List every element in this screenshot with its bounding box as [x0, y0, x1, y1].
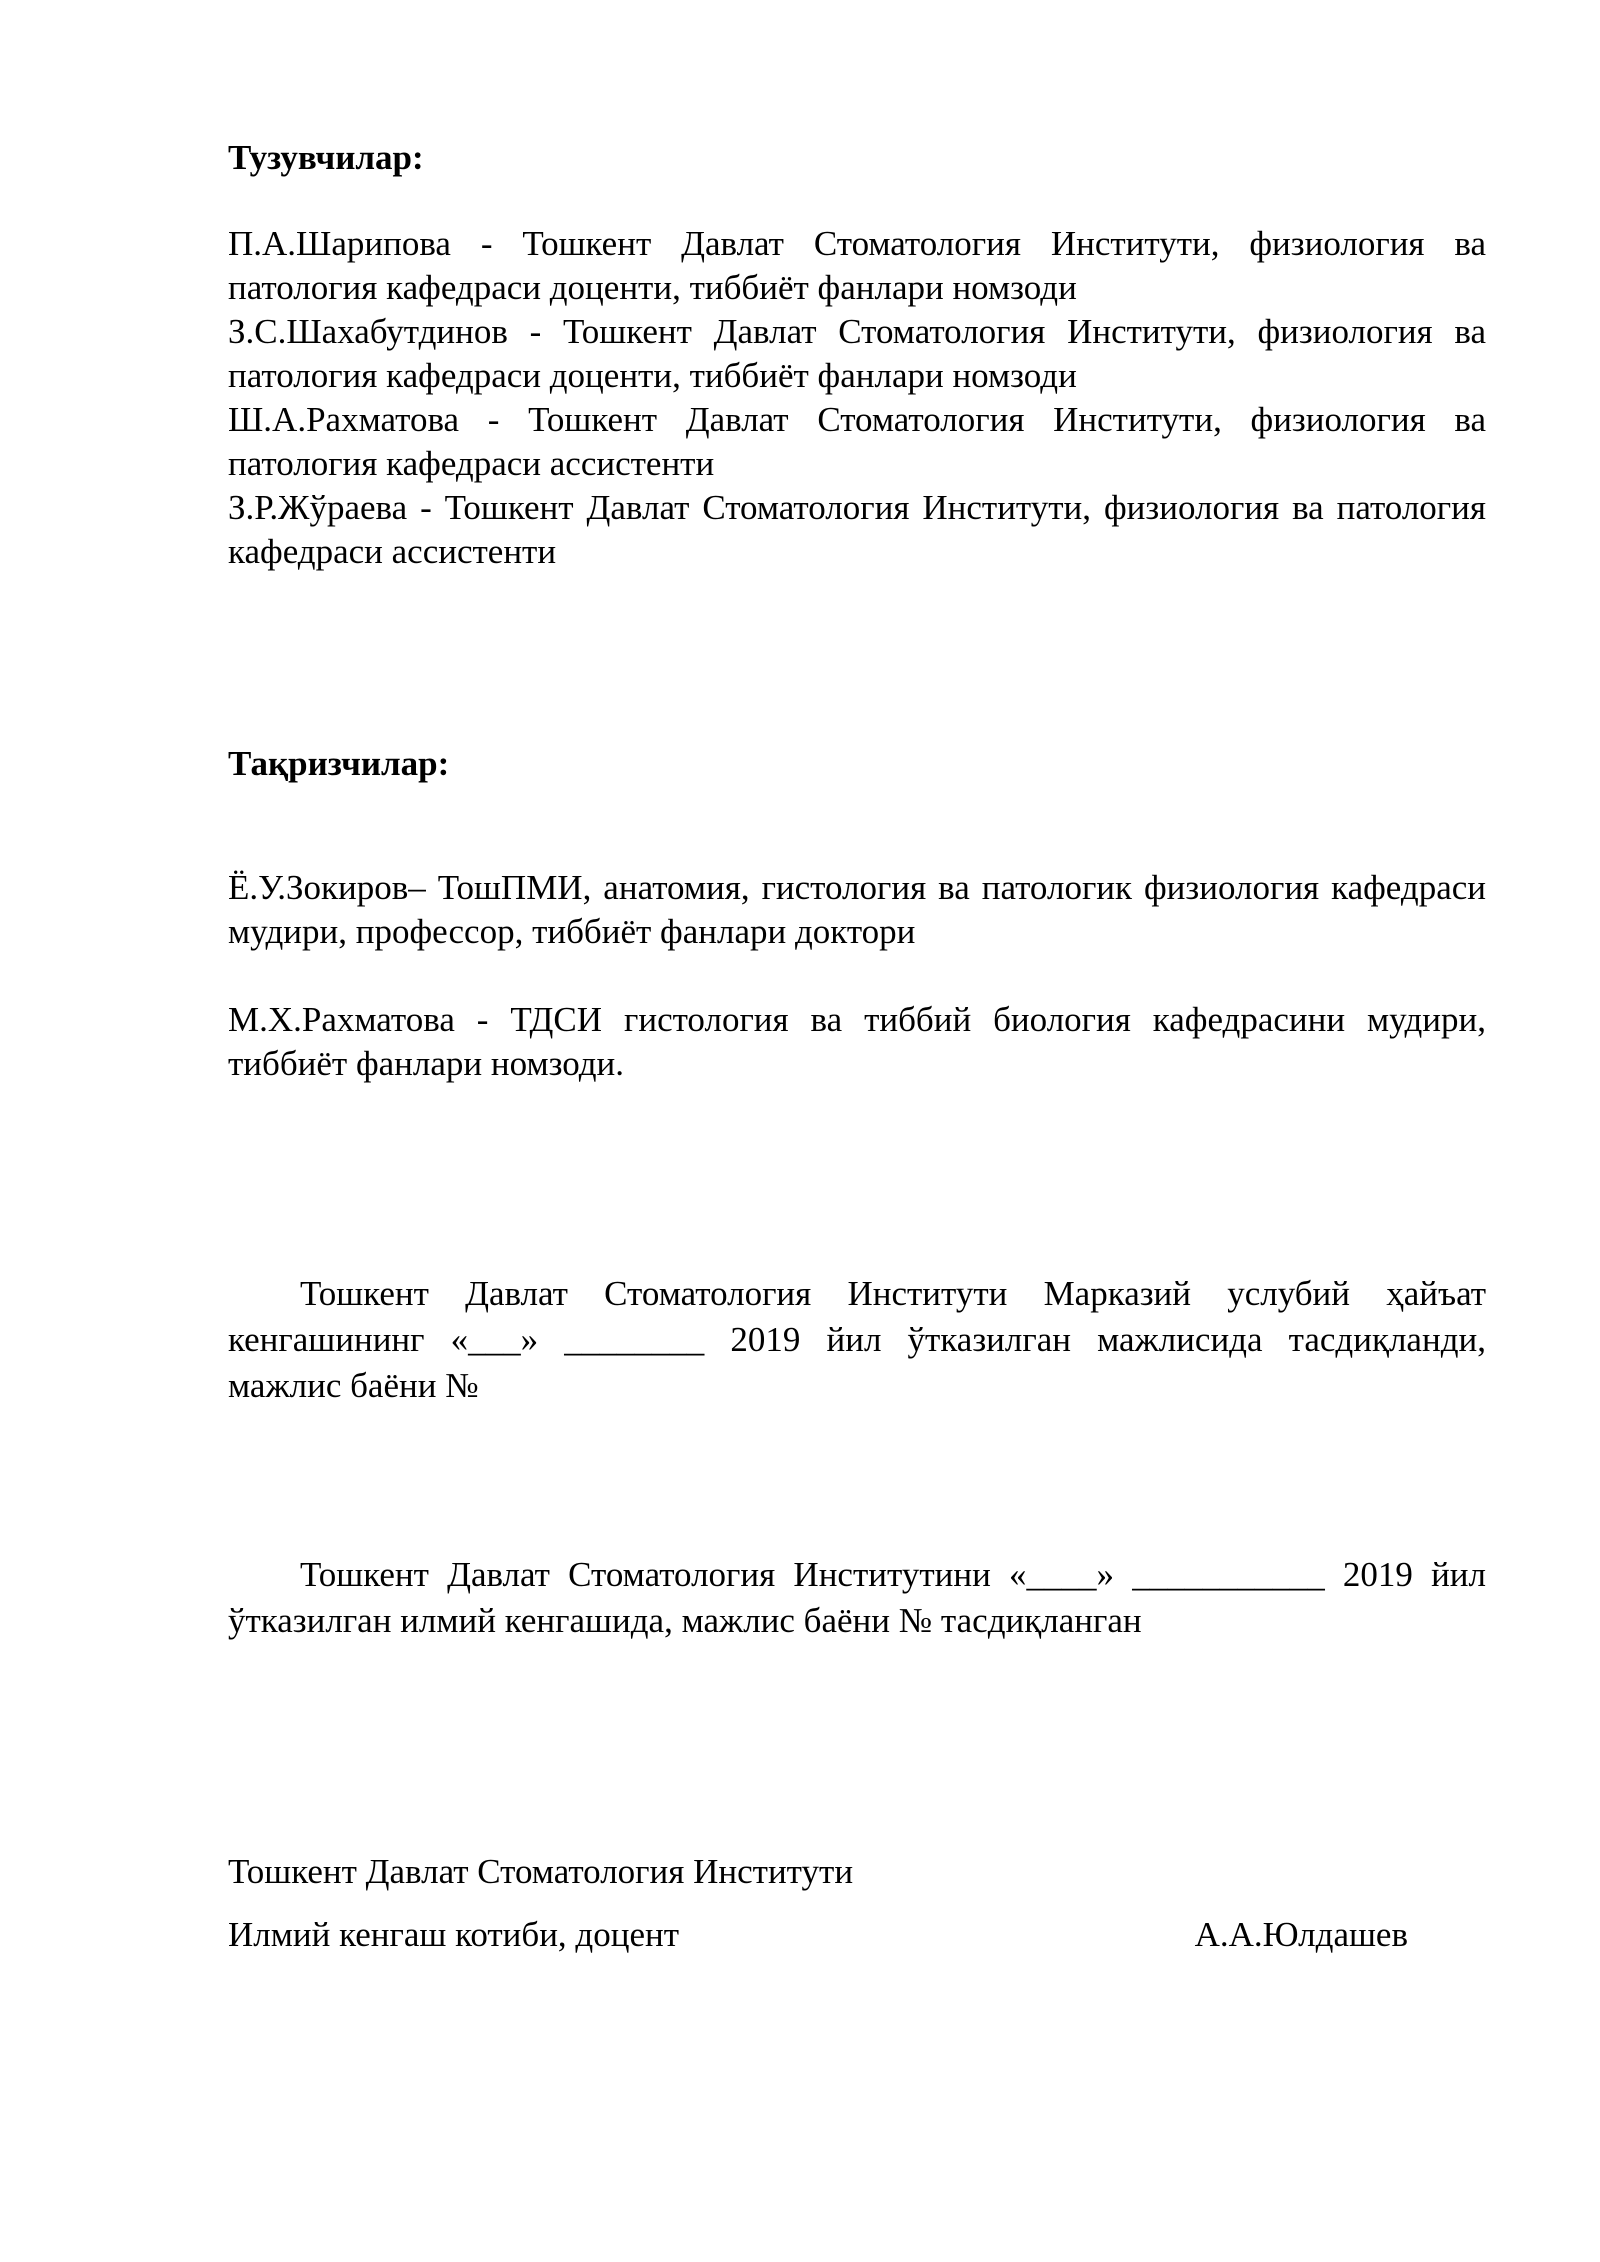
- reviewers-list: [228, 866, 1486, 1086]
- author-entry: Ш.А.Рахматова - Тошкент Давлат Стоматология Институти, физиология ва патология кафедраси ассистенти: [228, 400, 1486, 483]
- signature-institution: Тошкент Давлат Стоматология Институти: [228, 1852, 854, 1891]
- author-entry: З.С.Шахабутдинов - Тошкент Давлат Стоматология Институти, физиология ва патология кафедраси доценти, тиббиёт фанлари номзоди: [228, 312, 1486, 395]
- reviewer-entry: Ё.У.Зокиров– ТошПМИ, анатомия, гистология ва патологик физиология кафедраси мудири, профессор, тиббиёт фанлари доктори: [228, 868, 1486, 951]
- author-entry: П.А.Шарипова - Тошкент Давлат Стоматология Институти, физиология ва патология кафедраси доценти, тиббиёт фанлари номзоди: [228, 224, 1486, 307]
- signature-name: А.А.Юлдашев: [1194, 1915, 1408, 1954]
- approval-scientific: [228, 1552, 1486, 1644]
- signature-position: Илмий кенгаш котиби, доцент: [228, 1915, 680, 1954]
- signature-row: [228, 1913, 1408, 1957]
- approval-central: [228, 1271, 1486, 1409]
- approval-central-text: Тошкент Давлат Стоматология Институти Марказий услубий ҳайъат кенгашининг «___» ________ 2019 йил ўтказилган мажлисида тасдиқланди, мажлис баёни №: [228, 1274, 1486, 1405]
- approval-scientific-text: Тошкент Давлат Стоматология Институтини «____» ___________ 2019 йил ўтказилган илмий кенгашида, мажлис баёни № тасдиқланган: [228, 1555, 1486, 1640]
- reviewer-entry: М.Х.Рахматова - ТДСИ гистология ва тиббий биология кафедрасини мудири, тиббиёт фанлари номзоди.: [228, 1000, 1486, 1083]
- authors-heading: Тузувчилар:: [228, 138, 424, 177]
- reviewers-heading: Тақризчилар:: [228, 744, 450, 783]
- author-entry: З.Р.Жўраева - Тошкент Давлат Стоматология Институти, физиология ва патология кафедраси ассистенти: [228, 488, 1486, 571]
- authors-list: [228, 222, 1486, 574]
